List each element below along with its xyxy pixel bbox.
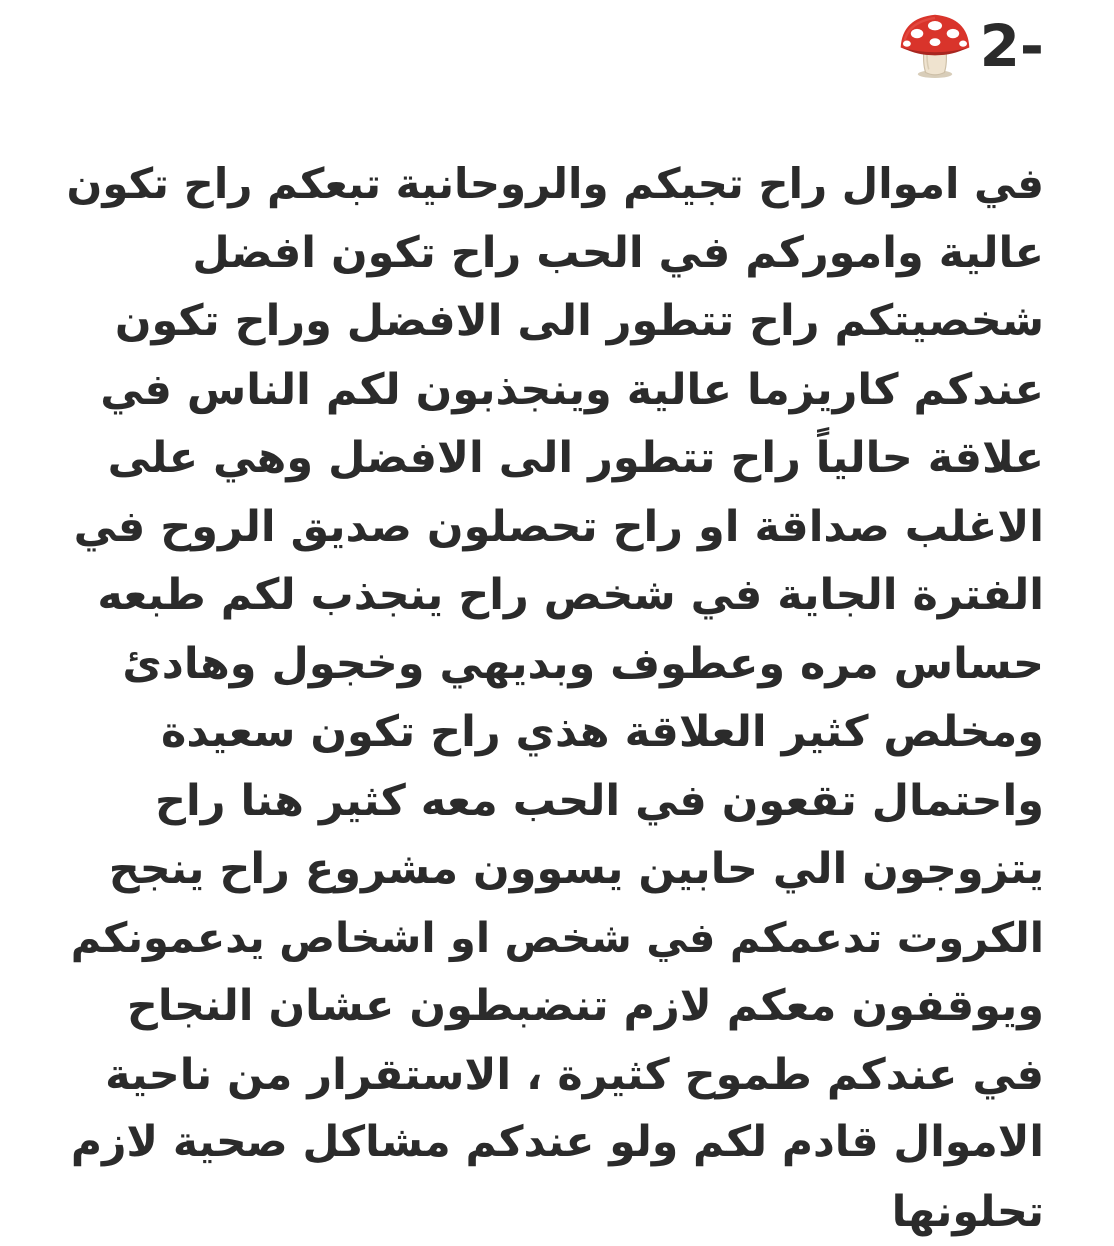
text-line: حساس مره وعطوف وبديهي وخجول وهادئ	[64, 630, 1044, 699]
heading-number: 2-	[980, 17, 1044, 75]
text-line: ويوقفون معكم لازم تنضبطون عشان النجاح	[64, 972, 1044, 1041]
text-line: الاموال قادم لكم ولو عندكم مشاكل صحية لازم	[64, 1109, 1044, 1178]
text-line: واحتمال تقعون في الحب معه كثير هنا راح	[64, 767, 1044, 836]
text-line: عندكم كاريزما عالية وينجذبون لكم الناس في	[64, 356, 1044, 425]
text-line: علاقة حالياً راح تتطور الى الافضل وهي على	[64, 424, 1044, 493]
text-line: يتزوجون الي حابين يسوون مشروع راح ينجح	[64, 835, 1044, 904]
text-line: عالية واموركم في الحب راح تكون افضل	[64, 219, 1044, 288]
text-line: تحلونها	[64, 1178, 1044, 1246]
text-line: الاغلب صداقة او راح تحصلون صديق الروح في	[64, 493, 1044, 562]
mushroom-icon	[896, 7, 974, 85]
body-text	[64, 150, 1044, 1246]
section-heading	[896, 4, 1044, 88]
text-line: شخصيتكم راح تتطور الى الافضل وراح تكون	[64, 287, 1044, 356]
text-line: في اموال راح تجيكم والروحانية تبعكم راح تكون	[64, 150, 1044, 219]
text-line: ومخلص كثير العلاقة هذي راح تكون سعيدة	[64, 698, 1044, 767]
text-line: الكروت تدعمكم في شخص او اشخاص يدعمونكم	[64, 904, 1044, 973]
text-line: الفترة الجاية في شخص راح ينجذب لكم طبعه	[64, 561, 1044, 630]
text-line: في عندكم طموح كثيرة ، الاستقرار من ناحية	[64, 1041, 1044, 1110]
